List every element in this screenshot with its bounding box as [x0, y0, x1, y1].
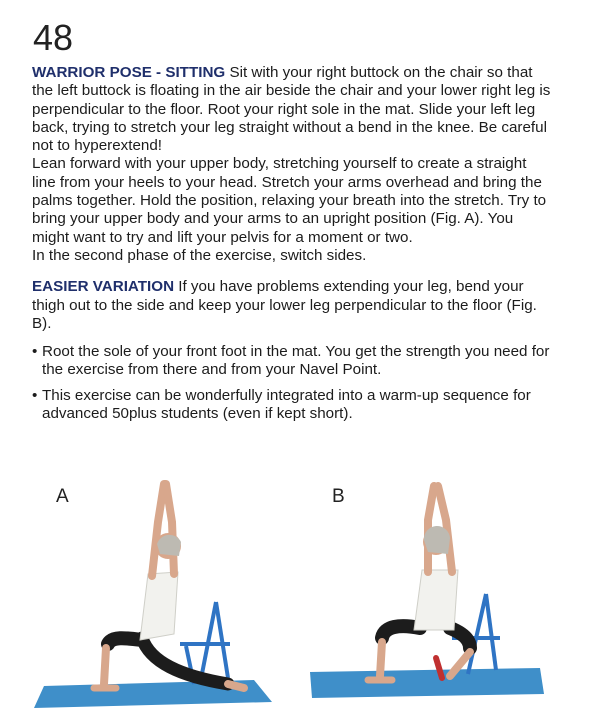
figure-b-label: B	[332, 486, 345, 507]
bullet-icon: •	[32, 343, 38, 361]
heading-easier-variation: EASIER VARIATION	[32, 278, 175, 296]
bullet-text: Root the sole of your front foot in the mat. You get the strength you need for the exercise from there and from your Navel Point.	[42, 343, 550, 379]
list-item	[32, 343, 552, 380]
easier-paragraph: If you have problems extending your leg, bend your thigh out to the side and keep your lower leg perpendicular to the floor (Fig. B).	[32, 278, 537, 332]
figure-b-photo	[310, 462, 550, 714]
list-item	[32, 387, 552, 424]
easier-variation-illustration	[310, 462, 550, 714]
bullet-icon: •	[32, 386, 38, 404]
warrior-paragraph-2: Lean forward with your upper body, stretching yourself to create a straight line from your heels to your head. Stretch your arms overhead and bring the palms together. Hold the position, relaxing your breath into the stretch. Try to bring your upper body and your arms to an upright position (Fig. A). You might want to try and lift your pelvis for a moment or two.	[32, 155, 547, 246]
section-warrior-pose	[32, 64, 552, 155]
figure-a-label: A	[56, 486, 69, 507]
bullet-text: This exercise can be wonderfully integrated into a warm-up sequence for advanced 50plus students (even if kept short).	[42, 386, 531, 423]
page-text	[32, 64, 552, 430]
heading-warrior-pose: WARRIOR POSE - SITTING	[32, 64, 226, 81]
figure-a-photo	[30, 462, 282, 714]
section-easier-variation	[32, 278, 552, 333]
page-number: 48	[33, 17, 74, 58]
tips-list	[32, 343, 552, 423]
warrior-paragraph-3: In the second phase of the exercise, switch sides.	[32, 246, 367, 264]
warrior-paragraph-1: Sit with your right buttock on the chair so that the left buttock is floating in the air beside the chair and your lower right leg is perpendicular to the floor. Root your right sole in the mat. Slide your left leg back, trying to stretch your leg straight without a bend in the knee. Be careful not to hyperextend!	[32, 64, 551, 155]
yoga-mat	[310, 668, 544, 698]
